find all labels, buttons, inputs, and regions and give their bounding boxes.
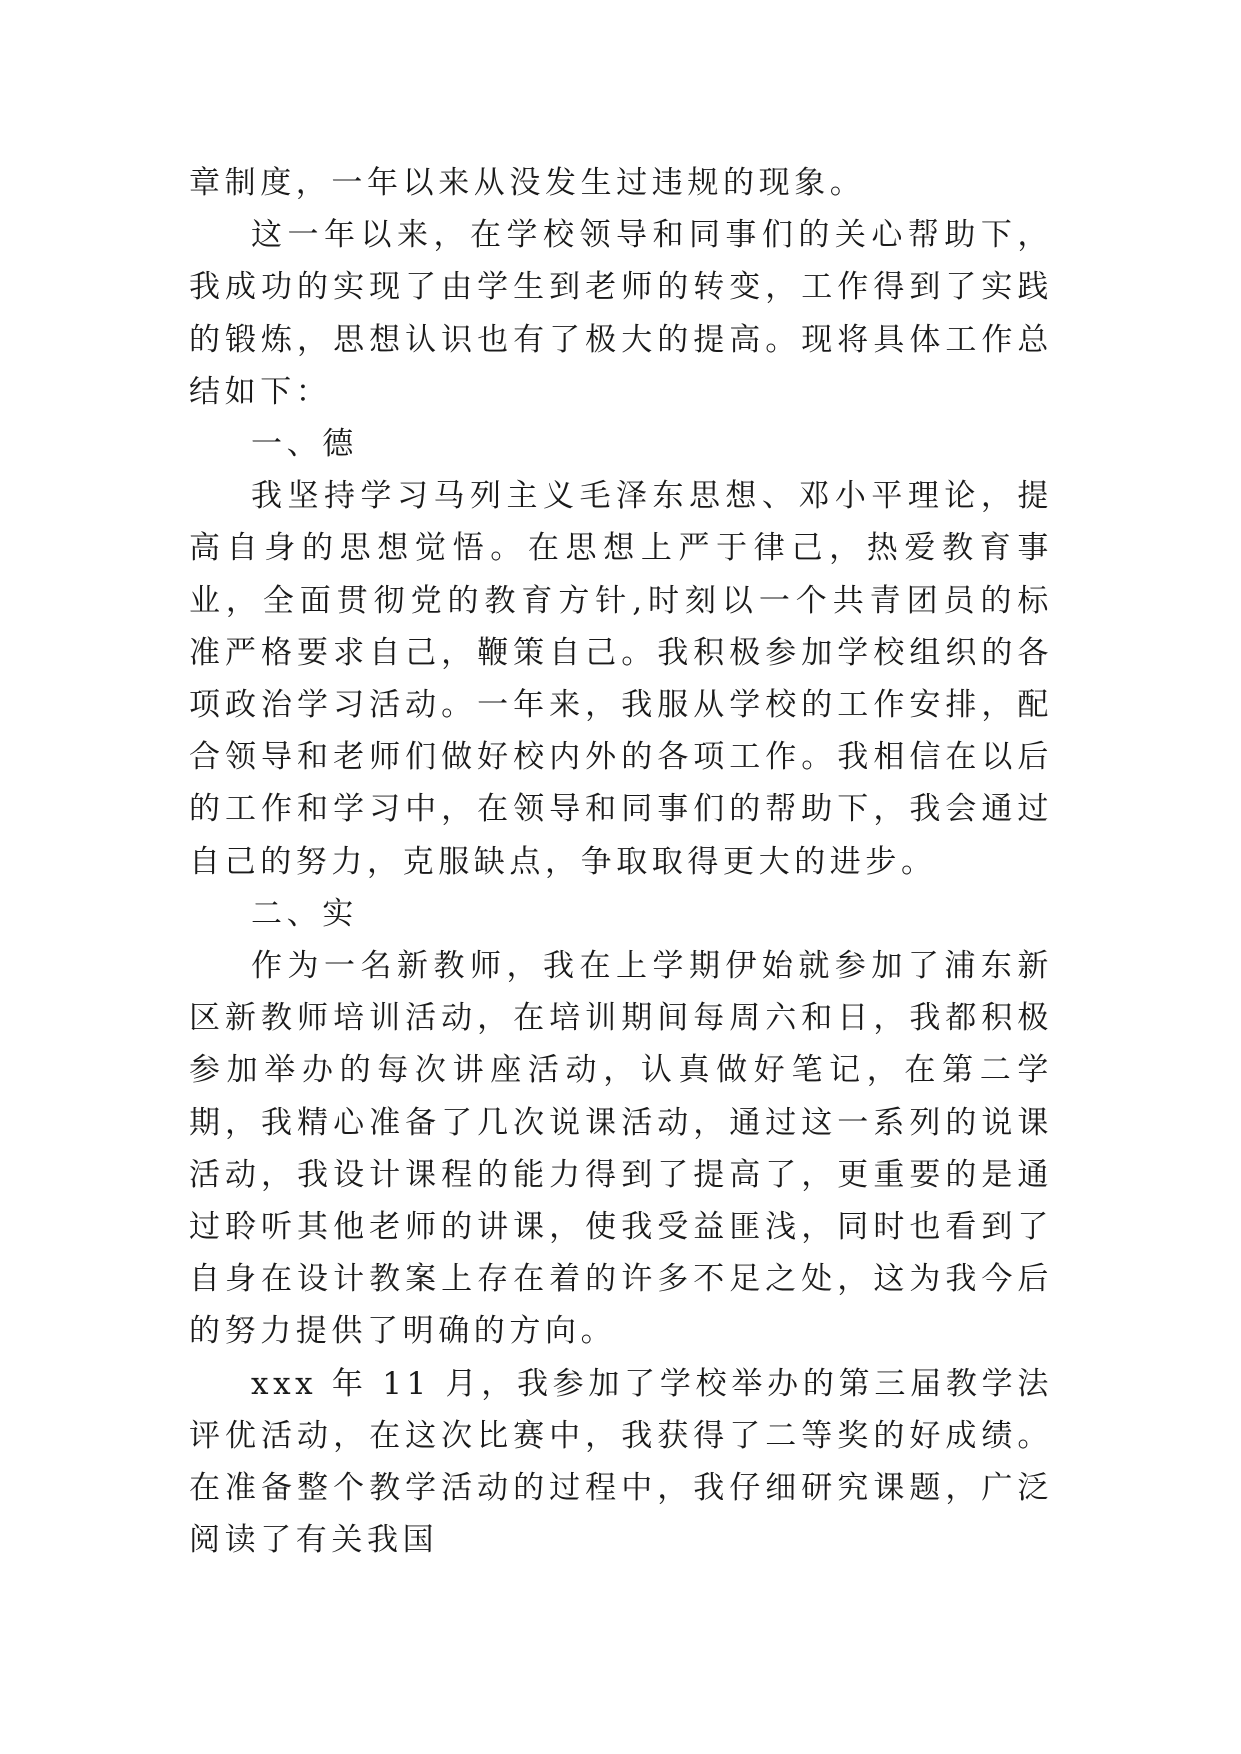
document-body bbox=[189, 157, 1053, 1566]
paragraph: 作为一名新教师，我在上学期伊始就参加了浦东新区新教师培训活动，在培训期间每周六和日，我都积极参加举办的每次讲座活动，认真做好笔记，在第二学期，我精心准备了几次说课活动，通过这一系列的说课活动，我设计课程的能力得到了提高了，更重要的是通过聆听其他老师的讲课，使我受益匪浅，同时也看到了自身在设计教案上存在着的许多不足之处，这为我今后的努力提供了明确的方向。 bbox=[189, 948, 1053, 1350]
section-heading: 二、实 bbox=[251, 895, 358, 932]
section-heading: 一、德 bbox=[251, 426, 358, 463]
paragraph: 这一年以来，在学校领导和同事们的关心帮助下，我成功的实现了由学生到老师的转变，工作得到了实践的锻炼，思想认识也有了极大的提高。现将具体工作总结如下： bbox=[189, 217, 1053, 410]
paragraph: xxx 年 11 月，我参加了学校举办的第三届教学法评优活动，在这次比赛中，我获得了二等奖的好成绩。在准备整个教学活动的过程中，我仔细研究课题，广泛阅读了有关我国 bbox=[189, 1365, 1053, 1559]
paragraph: 章制度，一年以来从没发生过违规的现象。 bbox=[189, 165, 866, 201]
paragraph: 我坚持学习马列主义毛泽东思想、邓小平理论，提高自身的思想觉悟。在思想上严于律己，热爱教育事业，全面贯彻党的教育方针,时刻以一个共青团员的标准严格要求自己，鞭策自己。我积极参加学校组织的各项政治学习活动。一年来，我服从学校的工作安排，配合领导和老师们做好校内外的各项工作。我相信在以后的工作和学习中，在领导和同事们的帮助下，我会通过自己的努力，克服缺点，争取取得更大的进步。 bbox=[189, 478, 1053, 880]
